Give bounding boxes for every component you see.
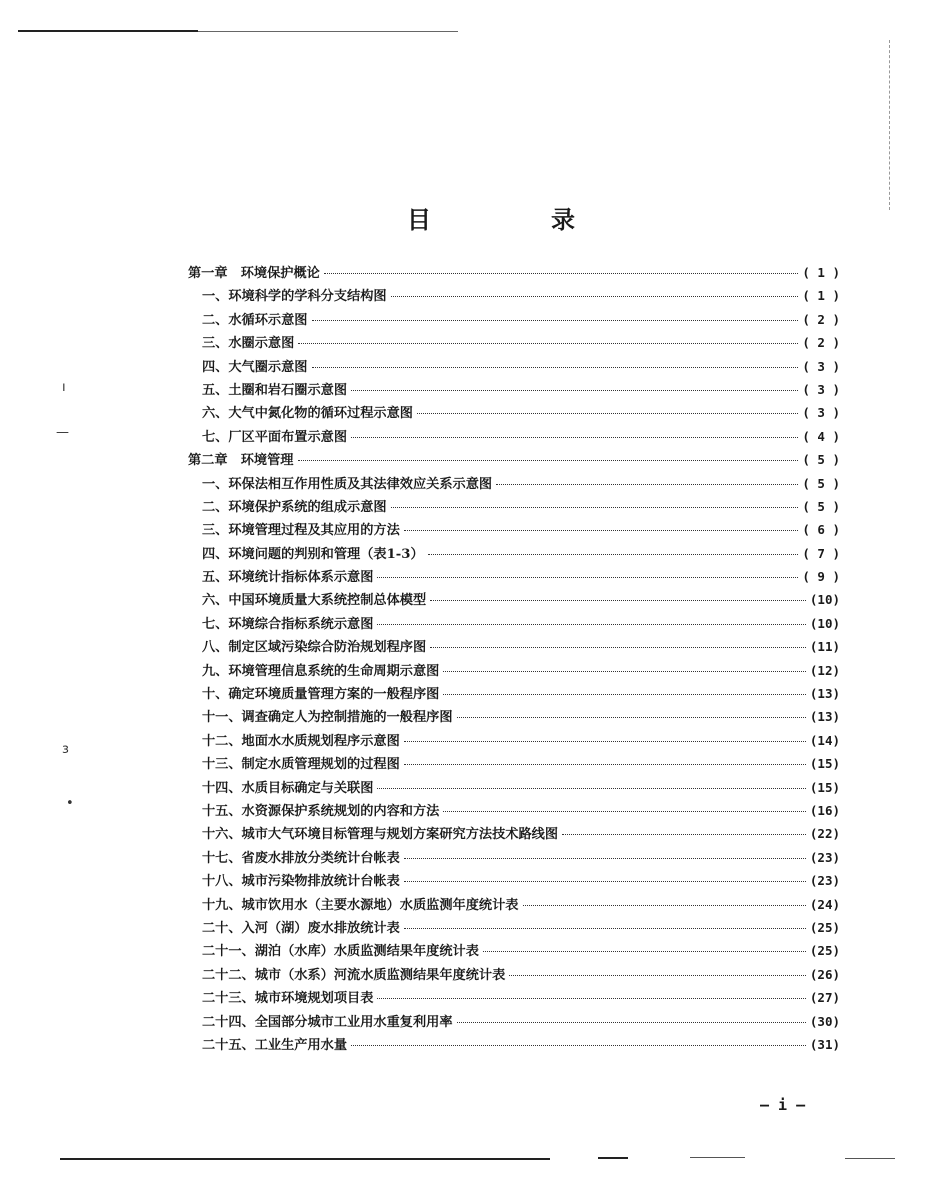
- toc-item-title: 十三、制定水质管理规划的过程图: [202, 757, 400, 773]
- toc-item-entry[interactable]: [188, 332, 840, 355]
- toc-item-entry[interactable]: [188, 496, 840, 519]
- toc-page-number: ( 9 ): [802, 569, 840, 585]
- toc-item-title: 二、环境保护系统的组成示意图: [202, 499, 387, 515]
- page-number: — i —: [760, 1096, 806, 1114]
- toc-item-entry[interactable]: [188, 894, 840, 917]
- toc-page-number: ( 1 ): [802, 288, 840, 304]
- toc-page-number: (15): [809, 756, 840, 772]
- toc-item-entry[interactable]: [188, 379, 840, 402]
- toc-item-title: 二十、入河（湖）废水排放统计表: [202, 920, 400, 936]
- dot-leader: [351, 437, 798, 438]
- toc-page-number: (24): [809, 896, 840, 912]
- toc-page-number: (25): [809, 919, 840, 935]
- dot-leader: [377, 624, 805, 625]
- table-of-contents: [188, 262, 840, 1057]
- dot-leader: [562, 834, 806, 835]
- toc-item-title: 五、环境统计指标体系示意图: [202, 570, 374, 586]
- dot-leader: [443, 694, 806, 695]
- dot-leader: [391, 296, 799, 297]
- toc-item-entry[interactable]: [188, 964, 840, 987]
- toc-item-title: 二十三、城市环境规划项目表: [202, 991, 374, 1007]
- dot-leader: [443, 671, 806, 672]
- toc-item-entry[interactable]: [188, 987, 840, 1010]
- toc-page-number: ( 1 ): [802, 265, 840, 280]
- dot-leader: [377, 998, 805, 999]
- dot-leader: [404, 530, 799, 531]
- toc-page-number: (11): [809, 639, 840, 655]
- toc-page-number: (16): [809, 802, 840, 818]
- toc-item-entry[interactable]: [188, 613, 840, 636]
- toc-item-entry[interactable]: [188, 402, 840, 425]
- toc-page-number: ( 5 ): [802, 452, 840, 468]
- dot-leader: [298, 343, 798, 344]
- margin-binding-marks: [889, 40, 892, 210]
- dot-leader: [417, 413, 798, 414]
- toc-item-entry[interactable]: [188, 683, 840, 706]
- toc-page-number: (26): [809, 966, 840, 982]
- toc-item-title: 三、环境管理过程及其应用的方法: [202, 523, 400, 539]
- toc-item-title: 七、环境综合指标系统示意图: [202, 616, 374, 632]
- bottom-rule-fragment: [845, 1158, 895, 1159]
- dot-leader: [509, 975, 806, 976]
- toc-item-entry[interactable]: [188, 1011, 840, 1034]
- toc-item-entry[interactable]: [188, 800, 840, 823]
- toc-item-entry[interactable]: [188, 777, 840, 800]
- toc-page-number: ( 3 ): [802, 381, 840, 397]
- toc-item-entry[interactable]: [188, 940, 840, 963]
- toc-item-entry[interactable]: [188, 519, 840, 542]
- toc-page-number: ( 5 ): [802, 475, 840, 491]
- toc-item-entry[interactable]: [188, 660, 840, 683]
- toc-page-number: ( 4 ): [802, 428, 840, 444]
- toc-page-number: (27): [809, 990, 840, 1006]
- toc-item-title: 十一、调查确定人为控制措施的一般程序图: [202, 710, 453, 726]
- toc-item-title: 十九、城市饮用水（主要水源地）水质监测年度统计表: [202, 897, 519, 913]
- dot-leader: [404, 764, 806, 765]
- dot-leader: [443, 811, 806, 812]
- toc-item-title: 二十五、工业生产用水量: [202, 1037, 348, 1053]
- toc-item-entry[interactable]: [188, 870, 840, 893]
- toc-item-title: 三、水圈示意图: [202, 336, 295, 352]
- toc-item-title: 九、环境管理信息系统的生命周期示意图: [202, 663, 440, 679]
- toc-item-title: 十五、水资源保护系统规划的内容和方法: [202, 803, 440, 819]
- toc-item-entry[interactable]: [188, 566, 840, 589]
- toc-item-title: 六、中国环境质量大系统控制总体模型: [202, 593, 427, 609]
- toc-page-number: ( 2 ): [802, 335, 840, 351]
- toc-chapter-title: 第二章 环境管理: [188, 453, 294, 469]
- dot-leader: [377, 788, 805, 789]
- toc-item-entry[interactable]: [188, 309, 840, 332]
- toc-page-number: (25): [809, 943, 840, 959]
- bottom-rule-fragment: [598, 1157, 628, 1159]
- dot-leader: [377, 577, 798, 578]
- dot-leader: [298, 460, 799, 461]
- bottom-rule-fragment: [690, 1157, 745, 1158]
- page-title: 目 录: [407, 206, 623, 234]
- toc-item-title: 八、制定区域污染综合防治规划程序图: [202, 640, 427, 656]
- dot-leader: [428, 554, 799, 555]
- toc-item-entry[interactable]: [188, 730, 840, 753]
- toc-item-entry[interactable]: [188, 1034, 840, 1057]
- toc-page-number: (13): [809, 709, 840, 725]
- scan-speck: ı: [62, 380, 66, 395]
- dot-leader: [430, 647, 806, 648]
- toc-item-title: 一、环境科学的学科分支结构图: [202, 289, 387, 305]
- toc-chapter-entry[interactable]: [188, 262, 840, 285]
- dot-leader: [404, 741, 806, 742]
- dot-leader: [496, 484, 798, 485]
- toc-page-number: (10): [809, 615, 840, 631]
- dot-leader: [404, 881, 806, 882]
- dot-leader: [351, 1045, 806, 1046]
- toc-item-entry[interactable]: [188, 473, 840, 496]
- toc-item-entry[interactable]: [188, 636, 840, 659]
- toc-page-number: (23): [809, 873, 840, 889]
- toc-item-title: 四、环境问题的判别和管理（表1-3）: [202, 546, 424, 562]
- dot-leader: [404, 928, 806, 929]
- toc-page-number: (13): [809, 686, 840, 702]
- toc-page-number: ( 2 ): [802, 311, 840, 327]
- toc-item-entry[interactable]: [188, 753, 840, 776]
- toc-item-entry[interactable]: [188, 706, 840, 729]
- dot-leader: [312, 367, 799, 368]
- toc-item-entry[interactable]: [188, 285, 840, 308]
- toc-item-entry[interactable]: [188, 426, 840, 449]
- dot-leader: [391, 507, 799, 508]
- toc-item-title: 十八、城市污染物排放统计台帐表: [202, 874, 400, 890]
- dot-leader: [351, 390, 798, 391]
- toc-item-entry[interactable]: [188, 543, 840, 566]
- toc-item-entry[interactable]: [188, 823, 840, 846]
- toc-item-title: 四、大气圈示意图: [202, 359, 308, 375]
- toc-item-title: 一、环保法相互作用性质及其法律效应关系示意图: [202, 476, 493, 492]
- toc-item-entry[interactable]: [188, 917, 840, 940]
- toc-page-number: (22): [809, 826, 840, 842]
- toc-page-number: (23): [809, 849, 840, 865]
- toc-page-number: ( 5 ): [802, 498, 840, 514]
- toc-chapter-title: 第一章 环境保护概论: [188, 266, 320, 281]
- toc-page-number: (14): [809, 732, 840, 748]
- toc-page-number: (12): [809, 662, 840, 678]
- bottom-rule: [60, 1158, 550, 1160]
- top-rule-thin: [198, 31, 458, 32]
- toc-item-title: 二、水循环示意图: [202, 312, 308, 328]
- dot-leader: [483, 951, 806, 952]
- toc-page-number: (31): [809, 1036, 840, 1052]
- toc-item-title: 七、厂区平面布置示意图: [202, 429, 348, 445]
- toc-item-title: 二十一、湖泊（水库）水质监测结果年度统计表: [202, 944, 479, 960]
- toc-page-number: ( 3 ): [802, 405, 840, 421]
- toc-item-title: 十二、地面水水质规划程序示意图: [202, 733, 400, 749]
- toc-item-title: 十六、城市大气环境目标管理与规划方案研究方法技术路线图: [202, 827, 559, 843]
- scan-speck: ɜ: [62, 742, 69, 757]
- toc-page-number: ( 6 ): [802, 522, 840, 538]
- scan-speck: •: [66, 796, 74, 811]
- toc-item-title: 二十四、全国部分城市工业用水重复利用率: [202, 1014, 453, 1030]
- toc-item-title: 十四、水质目标确定与关联图: [202, 780, 374, 796]
- toc-chapter-entry[interactable]: [188, 449, 840, 472]
- dot-leader: [324, 273, 798, 274]
- toc-item-entry[interactable]: [188, 847, 840, 870]
- top-rule: [18, 30, 198, 32]
- toc-page-number: ( 7 ): [802, 545, 840, 561]
- dot-leader: [457, 1022, 806, 1023]
- toc-item-title: 二十二、城市（水系）河流水质监测结果年度统计表: [202, 967, 506, 983]
- toc-item-entry[interactable]: [188, 356, 840, 379]
- toc-page-number: (15): [809, 779, 840, 795]
- toc-item-title: 十七、省废水排放分类统计台帐表: [202, 850, 400, 866]
- toc-page-number: (10): [809, 592, 840, 608]
- toc-item-title: 六、大气中氮化物的循环过程示意图: [202, 406, 413, 422]
- dot-leader: [404, 858, 806, 859]
- dot-leader: [312, 320, 799, 321]
- scan-speck: —: [56, 425, 69, 440]
- toc-page-number: ( 3 ): [802, 358, 840, 374]
- dot-leader: [457, 717, 806, 718]
- dot-leader: [523, 905, 806, 906]
- toc-item-entry[interactable]: [188, 589, 840, 612]
- toc-item-title: 十、确定环境质量管理方案的一般程序图: [202, 687, 440, 703]
- toc-page-number: (30): [809, 1013, 840, 1029]
- dot-leader: [430, 600, 806, 601]
- toc-item-title: 五、土圈和岩石圈示意图: [202, 382, 348, 398]
